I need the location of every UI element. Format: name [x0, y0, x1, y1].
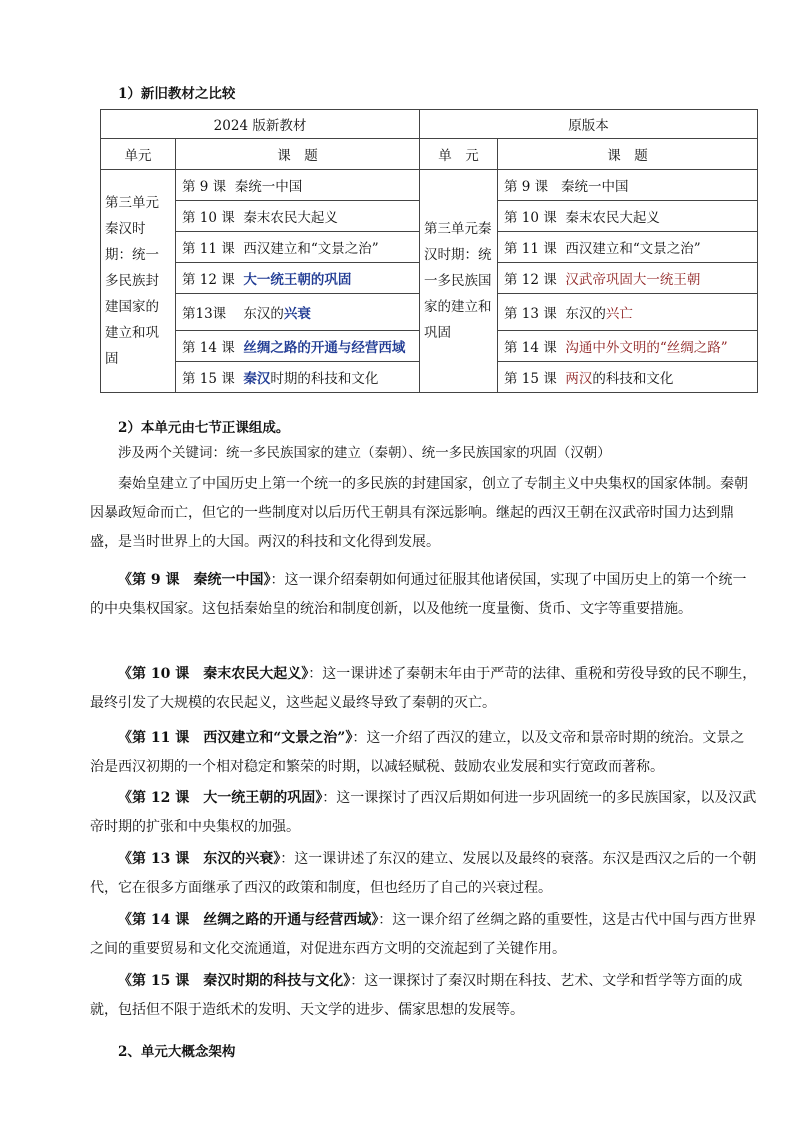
section-title-framework: 2、单元大概念架构 [118, 1044, 236, 1060]
lesson-desc-12: 《第 12 课 大一统王朝的巩固》：这一课探讨了西汉后期如何进一步巩固统一的多民族国家，以及汉武帝时期的扩张和中央集权的加强。 [90, 790, 757, 835]
new-lesson-cell: 第 10 课 秦末农民大起义 [176, 201, 420, 232]
topic-column-header: 课 题 [498, 139, 758, 170]
intro-paragraph: 秦始皇建立了中国历史上第一个统一的多民族的封建国家，创立了专制主义中央集权的国家体制。秦朝因暴政短命而亡，但它的一些制度对以后历代王朝具有深远影响。继起的西汉王朝在汉武帝时国力达到鼎盛，是当时世界上的大国。两汉的科技和文化得到发展。 [90, 476, 748, 550]
new-lesson-cell: 第13课 东汉的兴衰 [176, 294, 420, 331]
new-lesson-cell: 第 14 课 丝绸之路的开通与经营西域 [176, 331, 420, 362]
new-edition-header: 2024 版新教材 [101, 110, 420, 139]
new-unit-cell: 第三单元秦汉时期：统一多民族封建国家的建立和巩固 [101, 170, 176, 393]
new-lesson-cell: 第 12 课 大一统王朝的巩固 [176, 263, 420, 294]
old-lesson-cell: 第 10 课 秦末农民大起义 [498, 201, 758, 232]
old-edition-header: 原版本 [420, 110, 758, 139]
lesson-desc-13: 《第 13 课 东汉的兴衰》：这一课讲述了东汉的建立、发展以及最终的衰落。东汉是西汉之后的一个朝代，它在很多方面继承了西汉的政策和制度，但也经历了自己的兴衰过程。 [90, 851, 757, 896]
section-title-lessons: 2）本单元由七节正课组成。 [118, 420, 290, 436]
section-title-comparison: 1）新旧教材之比较 [118, 86, 236, 102]
comparison-table [100, 109, 758, 393]
old-lesson-cell: 第 15 课 两汉的科技和文化 [498, 362, 758, 393]
new-lesson-cell: 第 15 课 秦汉时期的科技和文化 [176, 362, 420, 393]
lesson-desc-14: 《第 14 课 丝绸之路的开通与经营西域》：这一课介绍了丝绸之路的重要性，这是古代中国与西方世界之间的重要贸易和文化交流通道，对促进东西方文明的交流起到了关键作用。 [90, 912, 757, 957]
old-lesson-cell: 第 11 课 西汉建立和“文景之治” [498, 232, 758, 263]
lesson-desc-9: 《第 9 课 秦统一中国》：这一课介绍秦朝如何通过征服其他诸侯国，实现了中国历史上的第一个统一的中央集权国家。这包括秦始皇的统治和制度创新，以及他统一度量衡、货币、文字等重要措施。 [90, 572, 747, 617]
old-lesson-cell: 第 12 课 汉武帝巩固大一统王朝 [498, 263, 758, 294]
lesson-desc-10: 《第 10 课 秦末农民大起义》：这一课讲述了秦朝末年由于严苛的法律、重税和劳役导致的民不聊生，最终引发了大规模的农民起义，这些起义最终导致了秦朝的灭亡。 [90, 666, 757, 711]
new-lesson-cell: 第 11 课 西汉建立和“文景之治” [176, 232, 420, 263]
lesson-desc-15: 《第 15 课 秦汉时期的科技与文化》：这一课探讨了秦汉时期在科技、艺术、文学和哲学等方面的成就，包括但不限于造纸术的发明、天文学的进步、儒家思想的发展等。 [90, 973, 743, 1018]
topic-column-header: 课 题 [176, 139, 420, 170]
old-unit-cell: 第三单元秦汉时期：统一多民族国家的建立和巩固 [420, 170, 498, 393]
old-lesson-cell: 第 9 课 秦统一中国 [498, 170, 758, 201]
lesson-desc-11: 《第 11 课 西汉建立和“文景之治”》：这一介绍了西汉的建立，以及文帝和景帝时期的统治。文景之治是西汉初期的一个相对稳定和繁荣的时期，以减轻赋税、鼓励农业发展和实行宽政而著称。 [90, 730, 745, 775]
old-lesson-cell: 第 14 课 沟通中外文明的“丝绸之路” [498, 331, 758, 362]
unit-column-header: 单 元 [420, 139, 498, 170]
new-lesson-cell: 第 9 课 秦统一中国 [176, 170, 420, 201]
old-lesson-cell: 第 13 课 东汉的兴亡 [498, 294, 758, 331]
unit-column-header: 单元 [101, 139, 176, 170]
keywords-line: 涉及两个关键词：统一多民族国家的建立（秦朝）、统一多民族国家的巩固（汉朝） [118, 445, 611, 461]
